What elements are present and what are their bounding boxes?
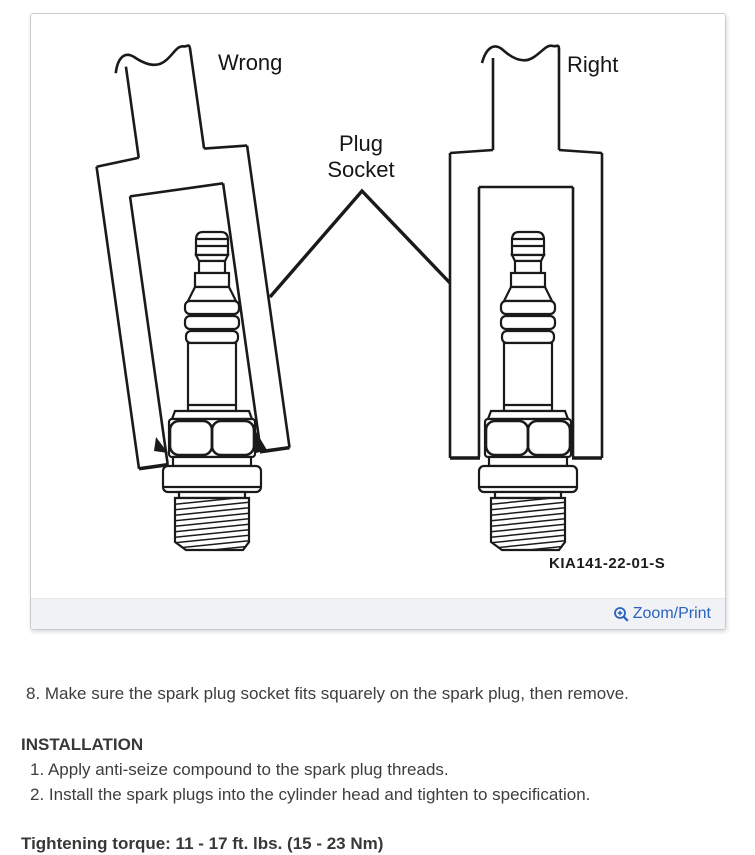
install-step-2: 2. Install the spark plugs into the cylinder head and tighten to specification. [30, 785, 591, 804]
zoom-print-label: Zoom/Print [632, 605, 711, 622]
label-plug-socket-line1: Plug [338, 131, 384, 156]
figure-card [30, 13, 726, 630]
wrong-spark-plug-drawing [163, 232, 261, 554]
label-right: Right [567, 52, 619, 77]
zoom-print-link[interactable] [613, 606, 711, 623]
installation-heading: INSTALLATION [21, 735, 144, 754]
zoom-icon [613, 606, 630, 623]
torque-note: Tightening torque: 11 - 17 ft. lbs. (15 - 23 Nm) [21, 834, 384, 853]
plug-socket-pointer [270, 191, 450, 297]
figure-part-code: KIA141-22-01-S [549, 555, 666, 572]
right-spark-plug-drawing [479, 232, 577, 554]
diagram-svg [31, 14, 725, 598]
install-step-1: 1. Apply anti-seize compound to the spark plug threads. [30, 760, 449, 779]
step-8-text: 8. Make sure the spark plug socket fits squarely on the spark plug, then remove. [26, 684, 629, 703]
figure-footer [31, 598, 725, 629]
label-wrong: Wrong [218, 50, 283, 75]
label-plug-socket-line2: Socket [327, 157, 395, 182]
spark-plug-socket-diagram [31, 14, 725, 598]
wrong-socket-drawing [82, 39, 290, 468]
